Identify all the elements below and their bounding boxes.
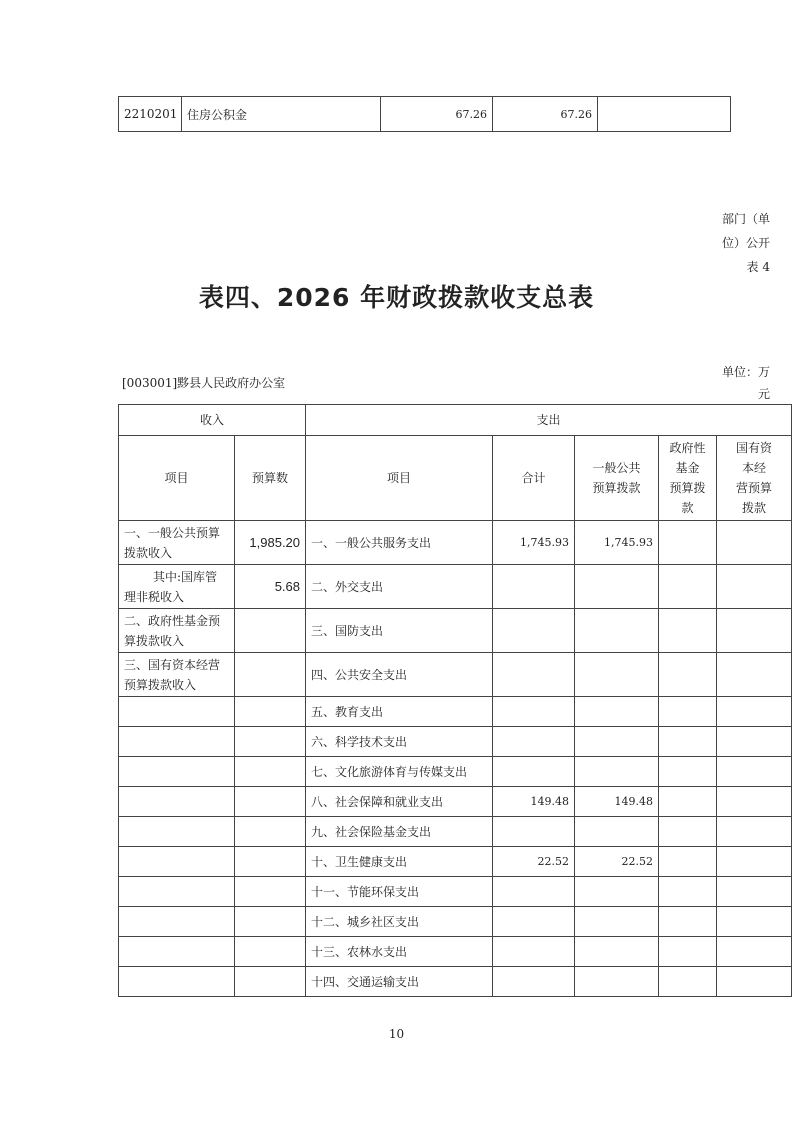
table-row <box>119 565 792 609</box>
expense-item: 四、公共安全支出 <box>306 653 493 697</box>
income-amount: 5.68 <box>235 565 306 609</box>
expense-item: 八、社会保障和就业支出 <box>306 787 493 817</box>
expense-general <box>575 757 659 787</box>
table-number-label: 部门（单 位）公开 表 4 <box>721 212 770 274</box>
table-row <box>119 877 792 907</box>
organization-label: [003001]黟县人民政府办公室 <box>122 376 286 390</box>
expense-general <box>575 817 659 847</box>
expense-general: 22.52 <box>575 847 659 877</box>
expense-item: 五、教育支出 <box>306 697 493 727</box>
total-header: 合计 <box>493 436 575 521</box>
expense-gov-fund <box>659 877 717 907</box>
expense-general <box>575 877 659 907</box>
table-row <box>119 847 792 877</box>
expense-gov-fund <box>659 757 717 787</box>
table-row <box>119 653 792 697</box>
expense-state-capital <box>717 565 792 609</box>
table-row <box>119 727 792 757</box>
expense-gov-fund <box>659 727 717 757</box>
expense-total: 1,745.93 <box>493 521 575 565</box>
expense-general <box>575 967 659 997</box>
expense-gov-fund <box>659 697 717 727</box>
expense-general <box>575 727 659 757</box>
expense-gov-fund <box>659 609 717 653</box>
expense-header: 支出 <box>306 405 792 436</box>
expense-item-header: 项目 <box>306 436 493 521</box>
expense-state-capital <box>717 937 792 967</box>
expense-total <box>493 877 575 907</box>
item-code: 2210201 <box>119 97 182 132</box>
expense-general <box>575 907 659 937</box>
expense-item: 一、一般公共服务支出 <box>306 521 493 565</box>
expense-item: 十二、城乡社区支出 <box>306 907 493 937</box>
table-row <box>119 97 731 132</box>
expense-state-capital <box>717 757 792 787</box>
expense-general <box>575 697 659 727</box>
item-name: 住房公积金 <box>182 97 381 132</box>
gov-fund-header: 政府性 基金 预算拨 款 <box>659 436 717 521</box>
expense-state-capital <box>717 877 792 907</box>
expense-total <box>493 967 575 997</box>
table-row <box>119 787 792 817</box>
table-row <box>119 907 792 937</box>
expense-state-capital <box>717 967 792 997</box>
expense-item: 十、卫生健康支出 <box>306 847 493 877</box>
expense-gov-fund <box>659 847 717 877</box>
expense-item: 二、外交支出 <box>306 565 493 609</box>
income-item: 三、国有资本经营 预算拨款收入 <box>119 653 235 697</box>
table-header-row <box>119 436 792 521</box>
expense-total <box>493 697 575 727</box>
expense-total <box>493 727 575 757</box>
expense-total <box>493 817 575 847</box>
table-row <box>119 937 792 967</box>
expense-item: 七、文化旅游体育与传媒支出 <box>306 757 493 787</box>
item-value: 67.26 <box>381 97 493 132</box>
expense-item: 三、国防支出 <box>306 609 493 653</box>
expense-total <box>493 907 575 937</box>
expense-total: 22.52 <box>493 847 575 877</box>
income-header: 收入 <box>119 405 306 436</box>
item-value: 67.26 <box>493 97 598 132</box>
income-item: 其中:国库管 理非税收入 <box>119 565 235 609</box>
page-number: 10 <box>388 1027 405 1041</box>
expense-gov-fund <box>659 653 717 697</box>
table-row <box>119 521 792 565</box>
general-budget-header: 一般公共 预算拨款 <box>575 436 659 521</box>
expense-gov-fund <box>659 937 717 967</box>
expense-total <box>493 937 575 967</box>
expense-state-capital <box>717 653 792 697</box>
expense-item: 十一、节能环保支出 <box>306 877 493 907</box>
expense-general <box>575 565 659 609</box>
expense-state-capital <box>717 521 792 565</box>
income-amount: 1,985.20 <box>235 521 306 565</box>
expense-gov-fund <box>659 521 717 565</box>
expense-gov-fund <box>659 565 717 609</box>
table-row <box>119 697 792 727</box>
income-item: 二、政府性基金预 算拨款收入 <box>119 609 235 653</box>
expense-state-capital <box>717 847 792 877</box>
expense-state-capital <box>717 609 792 653</box>
expense-total <box>493 653 575 697</box>
table-row <box>119 757 792 787</box>
expense-state-capital <box>717 697 792 727</box>
expense-state-capital <box>717 787 792 817</box>
page-title: 表四、2026 年财政拨款收支总表 <box>198 283 595 312</box>
expense-state-capital <box>717 727 792 757</box>
income-amount <box>235 653 306 697</box>
expense-item: 十三、农林水支出 <box>306 937 493 967</box>
item-value <box>598 97 731 132</box>
expense-general: 149.48 <box>575 787 659 817</box>
table-row <box>119 967 792 997</box>
expense-gov-fund <box>659 907 717 937</box>
expense-total: 149.48 <box>493 787 575 817</box>
expense-total <box>493 609 575 653</box>
expense-total <box>493 757 575 787</box>
expense-state-capital <box>717 907 792 937</box>
expense-item: 六、科学技术支出 <box>306 727 493 757</box>
expense-state-capital <box>717 817 792 847</box>
expense-total <box>493 565 575 609</box>
expense-general <box>575 653 659 697</box>
state-capital-header: 国有资 本经 营预算 拨款 <box>717 436 792 521</box>
income-item: 一、一般公共预算 拨款收入 <box>119 521 235 565</box>
unit-label: 单位：万 元 <box>721 365 770 401</box>
table-header-row <box>119 405 792 436</box>
budget-header: 预算数 <box>235 436 306 521</box>
table-row <box>119 609 792 653</box>
expense-general: 1,745.93 <box>575 521 659 565</box>
income-amount <box>235 609 306 653</box>
expense-item: 九、社会保险基金支出 <box>306 817 493 847</box>
income-item-header: 项目 <box>119 436 235 521</box>
expense-general <box>575 609 659 653</box>
budget-summary-table <box>118 404 792 997</box>
expense-gov-fund <box>659 817 717 847</box>
table-row <box>119 817 792 847</box>
expense-gov-fund <box>659 787 717 817</box>
expense-general <box>575 937 659 967</box>
expense-item: 十四、交通运输支出 <box>306 967 493 997</box>
expense-gov-fund <box>659 967 717 997</box>
prior-table-fragment <box>118 96 731 132</box>
